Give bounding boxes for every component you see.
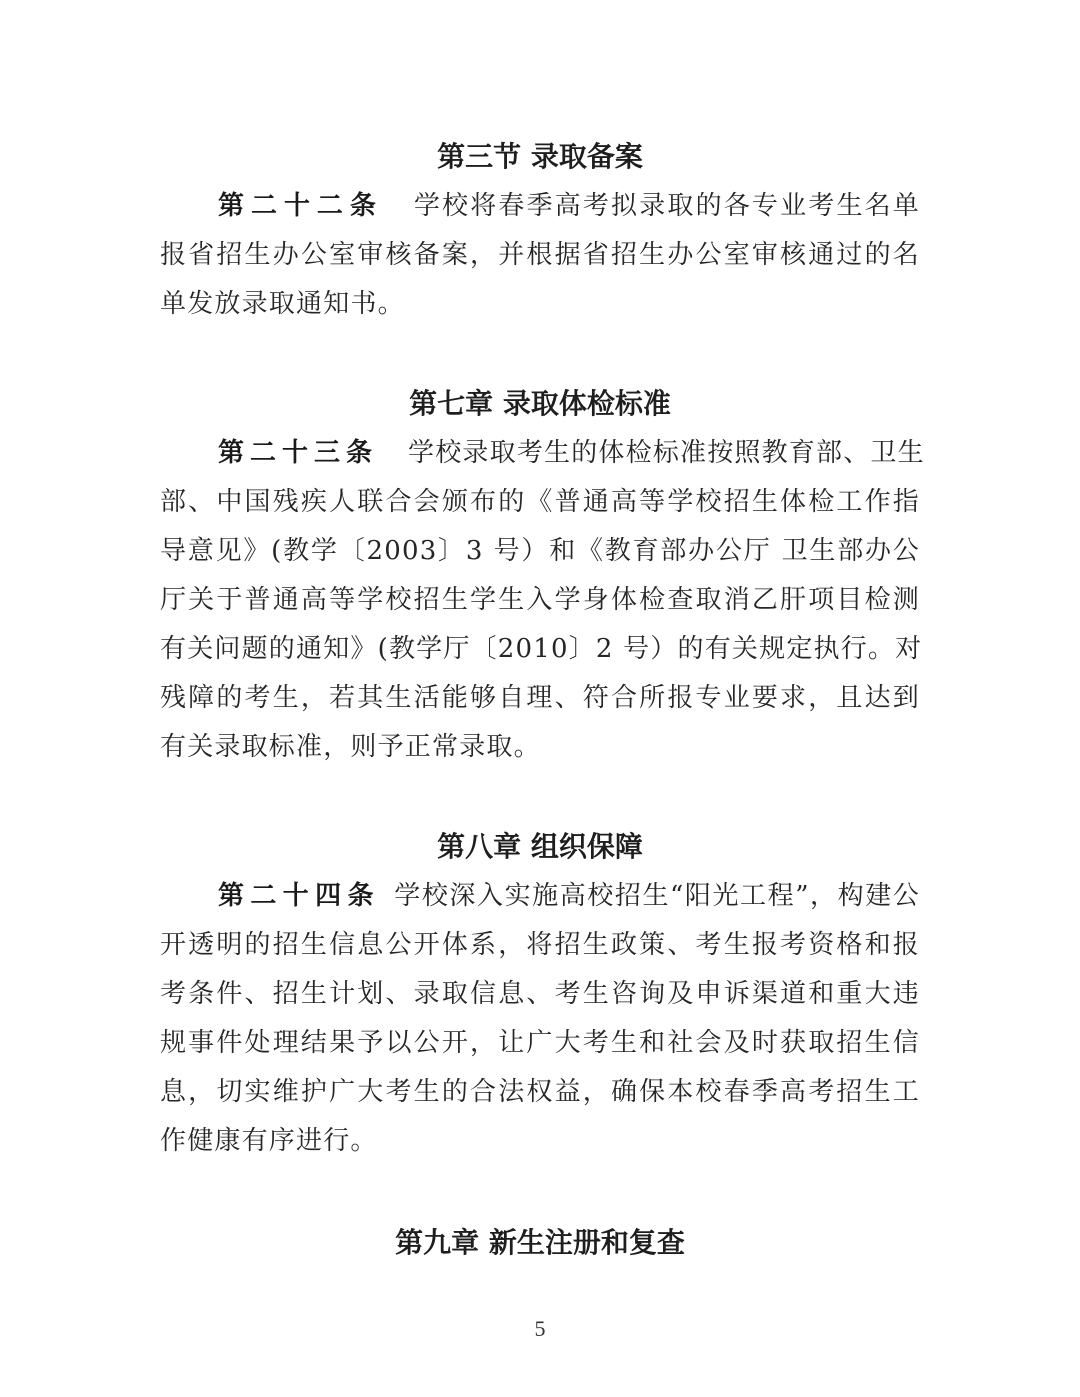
article-24-line-4: 规事件处理结果予以公开，让广大考生和社会及时获取招生信 bbox=[160, 1028, 920, 1058]
article-24-line-6: 作健康有序进行。 bbox=[160, 1126, 378, 1156]
article-23-line-3: 导意见》(教学〔2003〕3 号）和《教育部办公厅 卫生部办公 bbox=[160, 536, 920, 566]
article-24 bbox=[160, 872, 920, 1166]
article-23-line-4: 厅关于普通高等学校招生学生入学身体检查取消乙肝项目检测 bbox=[160, 585, 920, 615]
chapter-heading-physical-standards: 第七章 录取体检标准 bbox=[409, 387, 671, 420]
section-heading-admission-filing: 第三节 录取备案 bbox=[437, 140, 643, 173]
article-24-line-1 bbox=[160, 872, 920, 921]
article-23-number: 第二十三条 bbox=[218, 438, 379, 468]
page-number: 5 bbox=[534, 1316, 546, 1341]
article-24-text-1: 学校深入实施高校招生“阳光工程”，构建公 bbox=[393, 881, 920, 911]
article-24-line-3: 考条件、招生计划、录取信息、考生咨询及申诉渠道和重大违 bbox=[160, 979, 920, 1009]
article-23 bbox=[160, 429, 925, 772]
article-23-line-6: 残障的考生，若其生活能够自理、符合所报专业要求，且达到 bbox=[160, 683, 920, 713]
article-22-line-1 bbox=[160, 182, 920, 231]
article-22-line-2: 报省招生办公室审核备案，并根据省招生办公室审核通过的名 bbox=[160, 240, 920, 270]
chapter-heading-registration-review: 第九章 新生注册和复查 bbox=[395, 1226, 685, 1259]
chapter-heading-organization: 第八章 组织保障 bbox=[437, 830, 643, 863]
article-24-line-2: 开透明的招生信息公开体系，将招生政策、考生报考资格和报 bbox=[160, 930, 920, 960]
article-24-number: 第二十四条 bbox=[218, 881, 380, 911]
article-22 bbox=[160, 182, 920, 329]
article-22-line-3: 单发放录取通知书。 bbox=[160, 289, 405, 319]
article-23-line-7: 有关录取标准，则予正常录取。 bbox=[160, 732, 541, 762]
article-23-text-1: 学校录取考生的体检标准按照教育部、卫生 bbox=[408, 438, 925, 468]
article-23-line-5: 有关问题的通知》(教学厅〔2010〕2 号）的有关规定执行。对 bbox=[160, 634, 923, 664]
article-22-number: 第二十二条 bbox=[218, 191, 383, 221]
article-23-line-1 bbox=[160, 429, 925, 478]
article-24-line-5: 息，切实维护广大考生的合法权益，确保本校春季高考招生工 bbox=[160, 1077, 920, 1107]
article-23-line-2: 部、中国残疾人联合会颁布的《普通高等学校招生体检工作指 bbox=[160, 487, 920, 517]
article-22-text-1: 学校将春季高考拟录取的各专业考生名单 bbox=[412, 191, 920, 221]
